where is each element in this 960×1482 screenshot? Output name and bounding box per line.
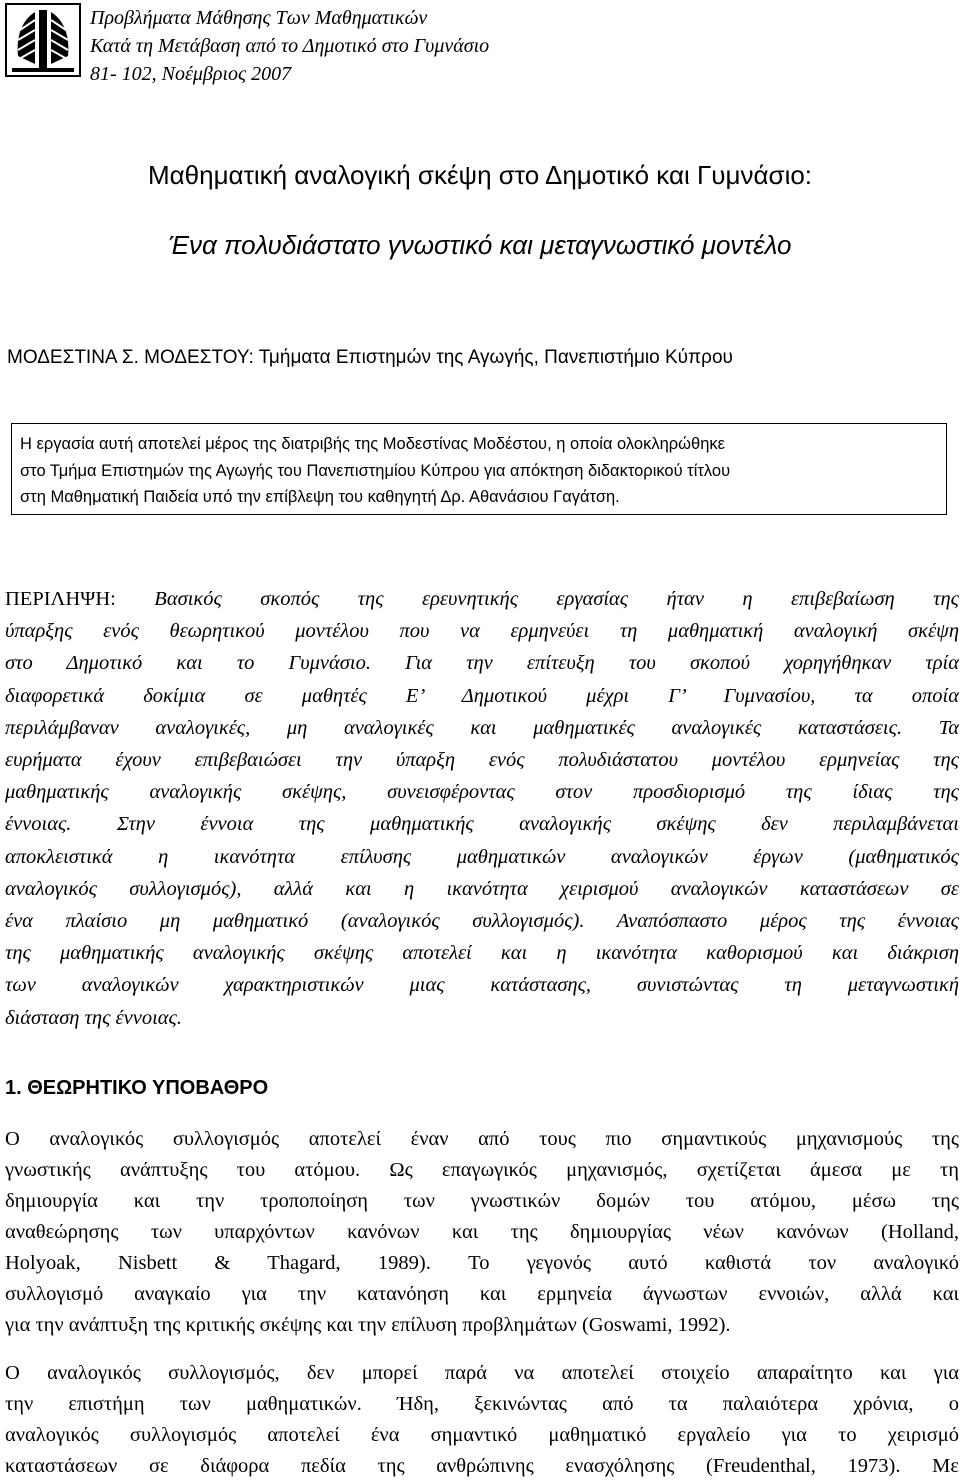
abstract-line: διαφορετικά δοκίμια σε μαθητές Ε’ Δημοτικού μέχρι Γ’ Γυμνασίου, τα οποία — [5, 684, 959, 707]
abstract-line: διάσταση της έννοιας. — [5, 1006, 182, 1029]
abstract-line: αναλογικός συλλογισμός), αλλά και η ικανότητα χειρισμού αναλογικών καταστάσεων σε — [5, 877, 959, 900]
paragraph-line: για την ανάπτυξη της κριτικής σκέψης και την επίλυση προβλημάτων (Goswami, 1992). — [5, 1314, 731, 1336]
paragraph-line: Ο αναλογικός συλλογισμός αποτελεί έναν από τους πιο σημαντικούς μηχανισμούς της — [5, 1128, 959, 1150]
tree-emblem-icon — [4, 2, 82, 78]
note-line: στο Τμήμα Επιστημών της Αγωγής του Πανεπιστημίου Κύπρου για απόκτηση διδακτορικού τίτλου — [20, 461, 731, 480]
section-heading: 1. ΘΕΩΡΗΤΙΚΟ ΥΠΟΒΑΘΡΟ — [5, 1077, 269, 1099]
paragraph-line: δημιουργία και την τροποποίηση των γνωστικών δομών του ατόμου, μέσω της — [5, 1190, 959, 1212]
abstract — [5, 583, 959, 1034]
body-paragraph-2 — [5, 1358, 959, 1482]
paragraph-line: Holyoak, Nisbett & Thagard, 1989). Το γεγονός αυτό καθιστά τον αναλογικό — [5, 1252, 959, 1274]
journal-subtitle: Κατά τη Μετάβαση από το Δημοτικό στο Γυμνάσιο — [90, 35, 490, 57]
abstract-line — [5, 583, 959, 615]
body-paragraph-1 — [5, 1124, 959, 1341]
author-affiliation: : Τμήματα Επιστημών της Αγωγής, Πανεπιστήμιο Κύπρου — [248, 347, 733, 368]
paragraph-line: αναθεώρησης των υπαρχόντων κανόνων και της δημιουργίας νέων κανόνων (Holland, — [5, 1221, 959, 1243]
journal-pages-date: 81- 102, Νοέμβριος 2007 — [90, 63, 292, 85]
journal-name: Προβλήματα Μάθησης Των Μαθηματικών — [90, 7, 428, 29]
author-line — [7, 347, 733, 369]
journal-info — [90, 4, 489, 88]
abstract-line: περιλάμβαναν αναλογικές, μη αναλογικές και μαθηματικές αναλογικές καταστάσεις. Τα — [5, 716, 959, 739]
abstract-line: ύπαρξης ενός θεωρητικού μοντέλου που να ερμηνεύει τη μαθηματική αναλογική σκέψη — [5, 620, 959, 643]
paragraph-line: γνωστικής ανάπτυξης του ατόμου. Ως επαγωγικός μηχανισμός, σχετίζεται άμεσα με τη — [5, 1159, 959, 1181]
paragraph-line: Ο αναλογικός συλλογισμός, δεν μπορεί παρά να αποτελεί στοιχείο απαραίτητο και για — [5, 1362, 959, 1384]
abstract-text: Βασικός σκοπός της ερευνητικής εργασίας ήταν η επιβεβαίωση της — [115, 588, 959, 610]
paragraph-line: καταστάσεων σε διάφορα πεδία της ανθρώπινης ενασχόλησης (Freudenthal, 1973). Με — [5, 1455, 959, 1477]
paragraph-line: την επιστήμη των μαθηματικών. Ήδη, ξεκινώντας από τα παλαιότερα χρόνια, ο — [5, 1393, 959, 1415]
abstract-line: έννοιας. Στην έννοια της μαθηματικής αναλογικής σκέψης δεν περιλαμβάνεται — [5, 813, 959, 836]
paper-subtitle: Ένα πολυδιάστατο γνωστικό και μεταγνωστικό μοντέλο — [168, 230, 792, 260]
note-line: Η εργασία αυτή αποτελεί μέρος της διατριβής της Μοδεστίνας Μοδέστου, η οποία ολοκληρώθηκε — [20, 435, 726, 453]
author-name: ΜΟΔΕΣΤΙΝΑ Σ. ΜΟΔΕΣΤΟΥ — [7, 347, 249, 368]
abstract-line: των αναλογικών χαρακτηριστικών μιας κατάστασης, συνιστώντας τη μεταγνωστική — [5, 974, 959, 997]
note-line: στη Μαθηματική Παιδεία υπό την επίβλεψη του καθηγητή Δρ. Αθανάσιου Γαγάτση. — [20, 488, 620, 506]
journal-logo — [4, 2, 82, 78]
paper-title: Μαθηματική αναλογική σκέψη στο Δημοτικό και Γυμνάσιο: — [147, 160, 813, 190]
abstract-line: αποκλειστικά η ικανότητα επίλυσης μαθηματικών αναλογικών έργων (μαθηματικός — [5, 845, 959, 868]
abstract-label: ΠΕΡΙΛΗΨΗ: — [5, 588, 116, 610]
abstract-line: μαθηματικής αναλογικής σκέψης, συνεισφέροντας στον προσδιορισμό της ίδιας της — [5, 781, 959, 804]
abstract-line: στο Δημοτικό και το Γυμνάσιο. Για την επίτευξη του σκοπού χορηγήθηκαν τρία — [5, 652, 959, 675]
paragraph-line: συλλογισμό αναγκαίο για την κατανόηση και ερμηνεία άγνωστων εννοιών, αλλά και — [5, 1283, 959, 1305]
paragraph-line: αναλογικός συλλογισμός αποτελεί ένα σημαντικό μαθηματικό εργαλείο για το χειρισμό — [5, 1424, 959, 1446]
abstract-line: ευρήματα έχουν επιβεβαιώσει την ύπαρξη ενός πολυδιάστατου μοντέλου ερμηνείας της — [5, 749, 959, 772]
abstract-line: ένα πλαίσιο μη μαθηματικό (αναλογικός συλλογισμός). Αναπόσπαστο μέρος της έννοιας — [5, 910, 959, 933]
abstract-line: της μαθηματικής αναλογικής σκέψης αποτελεί και η ικανότητα καθορισμού και διάκριση — [5, 942, 959, 965]
thesis-note-box — [11, 423, 947, 515]
